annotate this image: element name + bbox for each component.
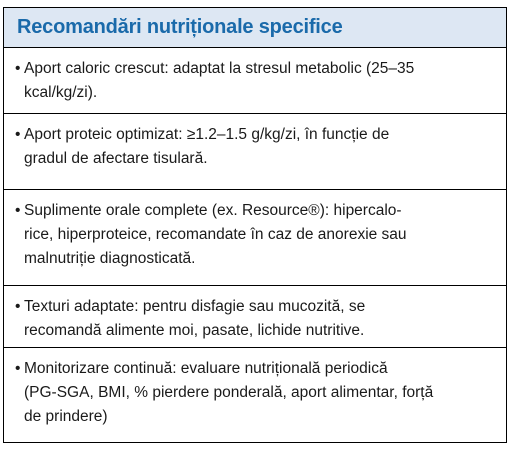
bullet-marker: •	[15, 360, 21, 377]
recommendation-item	[4, 190, 506, 286]
bullet-marker: •	[15, 202, 21, 219]
bullet-marker: •	[15, 298, 21, 315]
bullet-marker: •	[15, 60, 21, 77]
recommendation-text: Aport caloric crescut: adaptat la stresul metabolic (25–35 kcal/kg/zi).	[24, 60, 415, 101]
recommendation-item	[4, 114, 506, 190]
recommendation-item	[4, 286, 506, 348]
bullet-marker: •	[15, 126, 21, 143]
recommendation-text: Texturi adaptate: pentru disfagie sau mucozită, se recomandă alimente moi, pasate, lichide nutritive.	[24, 298, 366, 339]
nutrition-recommendations-panel	[3, 7, 507, 443]
recommendation-text: Suplimente orale complete (ex. Resource®): hipercalo- rice, hiperproteice, recomandate în caz de anorexie sau malnutriție diagnosticată.	[24, 202, 407, 267]
recommendation-text: Monitorizare continuă: evaluare nutrițională periodică (PG-SGA, BMI, % pierdere ponderală, aport alimentar, forță de prindere)	[24, 360, 434, 425]
recommendation-item	[4, 348, 506, 443]
recommendation-text: Aport proteic optimizat: ≥1.2–1.5 g/kg/zi, în funcție de gradul de afectare tisulară.	[24, 126, 390, 167]
panel-title: Recomandări nutriționale specifice	[17, 16, 343, 38]
recommendation-item	[4, 48, 506, 114]
panel-header	[4, 8, 506, 48]
